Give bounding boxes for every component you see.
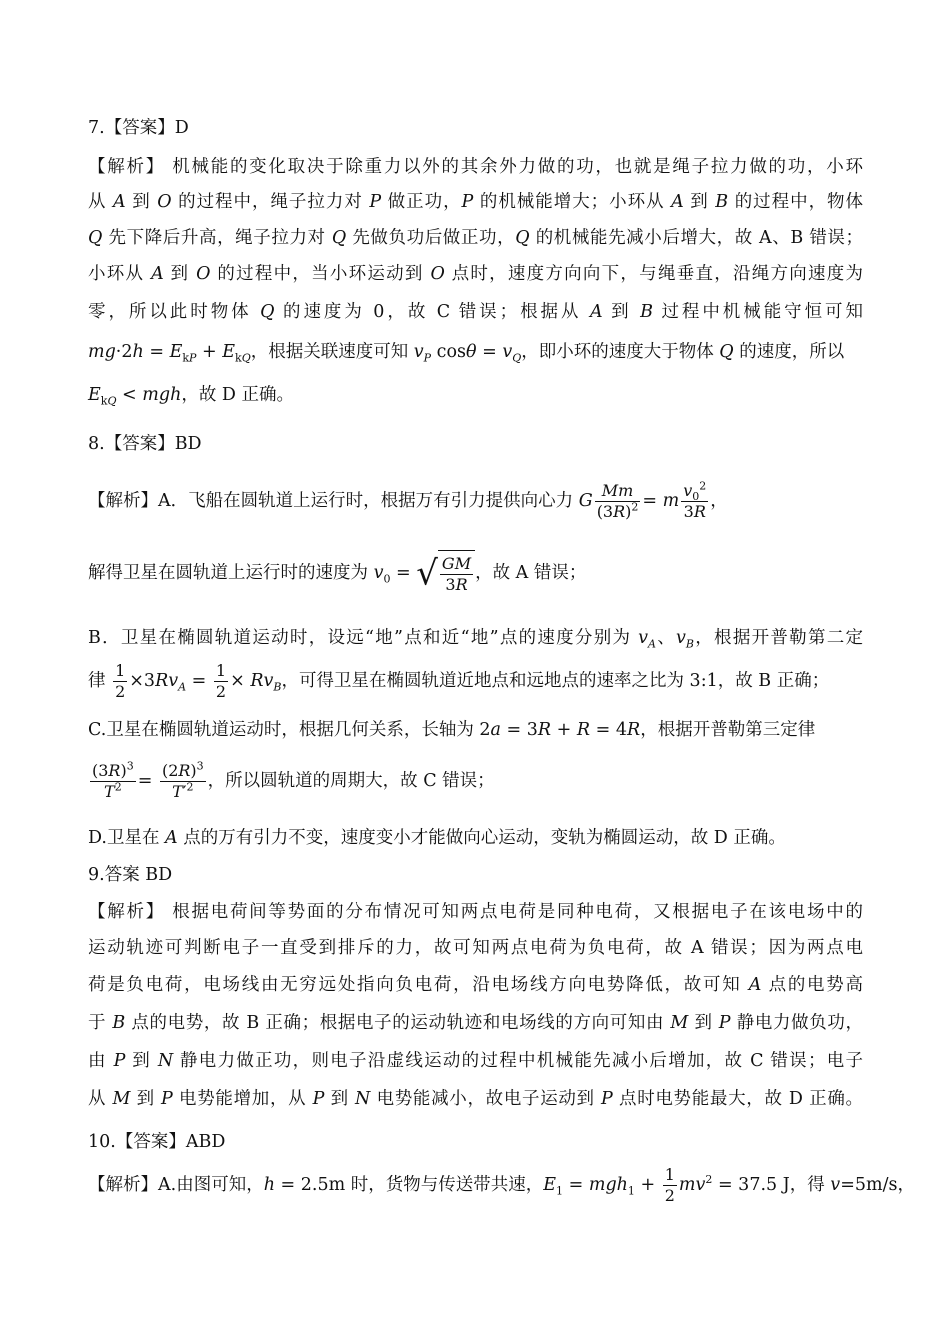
q8-part-b-2: 律 $\frac{1}{2}$ $\times 3Rv_A$ = $\frac{1}{2}$ × $Rv_B$，可得卫星在椭圆轨道近地点和远地点的速率之比为 3:1，故 B 正确；	[88, 661, 830, 701]
q7-line-3: Q 先下降后升高，绳子拉力对 Q 先做负功后做正功，Q 的机械能先减小后增大，故 A、B 错误；	[88, 228, 864, 248]
q9-answer-header: 9.答案 BD	[88, 865, 173, 885]
q9-line-2: 运动轨迹可判断电子一直受到排斥的力，故可知两点电荷为负电荷，故 A 错误；因为两点电	[88, 938, 863, 958]
q7-line-6: $mg\cdot 2h = E_{kP} + E_{kQ}$，根据关联速度可知 $v_P$ $\cos\theta = v_Q$，即小环的速度大于物体 Q 的速度，所以	[88, 342, 845, 365]
q8-part-c-1: C.卫星在椭圆轨道运动时，根据几何关系，长轴为 2a = 3R + R = 4R，根据开普勒第三定律	[88, 720, 816, 740]
q8-answer-header: 8.【答案】BD	[88, 434, 202, 454]
q9-line-5: 由 P 到 N 静电力做正功，则电子沿虚线运动的过程中机械能先减小后增加，故 C 错误；电子	[88, 1051, 863, 1071]
q8-part-a-speed: 解得卫星在圆轨道上运行时的速度为 $v_0$ = √ $\frac{GM}{3R}$ ，故 A 错误；	[88, 550, 863, 602]
q7-line-5: 零，所以此时物体 Q 的速度为 0，故 C 错误；根据从 A 到 B 过程中机械能守恒可知	[88, 302, 864, 322]
q7-line-7: $E_{kQ}$ < mgh，故 D 正确。	[88, 385, 295, 408]
q8-part-a: 【解析】A．飞船在圆轨道上运行时，根据万有引力提供向心力 G $\frac{Mm}{(3R)^2}$ = m $\frac{v_0^2}{3R}$ ，	[88, 479, 728, 521]
q9-line-3: 荷是负电荷，电场线由无穷远处指向负电荷，沿电场线方向电势降低，故可知 A 点的电势高	[88, 975, 863, 995]
q8-part-b-1: B．卫星在椭圆轨道运动时，设远“地”点和近“地”点的速度分别为 $v_A$、$v_B$，根据开普勒第二定	[88, 628, 864, 651]
q8-part-c-2: $\frac{(3R)^3}{T^2}$ = $\frac{(2R)^3}{T'^2}$ ，所以圆轨道的周期大，故 C 错误；	[92, 759, 495, 801]
q7-line-4: 小环从 A 到 O 的过程中，当小环运动到 O 点时，速度方向向下，与绳垂直，沿绳方向速度为	[88, 264, 863, 284]
q9-line-1: 【解析】 根据电荷间等势面的分布情况可知两点电荷是同种电荷，又根据电子在该电场中的	[88, 902, 863, 922]
q10-line-1: 【解析】A.由图可知，h = 2.5m 时，货物与传送带共速，$E_1 = mgh_1$ + $\frac{1}{2}$ $mv^2 = 37.5$ J，得 v=5m/s，	[88, 1165, 915, 1205]
q7-line-1: 【解析】 机械能的变化取决于除重力以外的其余外力做的功，也就是绳子拉力做的功，小环	[88, 157, 863, 177]
q8-part-d: D.卫星在 A 点的万有引力不变，速度变小才能做向心运动，变轨为椭圆运动，故 D 正确。	[88, 828, 786, 848]
q9-line-6: 从 M 到 P 电势能增加，从 P 到 N 电势能减小，故电子运动到 P 点时电势能最大，故 D 正确。	[88, 1089, 864, 1109]
q9-line-4: 于 B 点的电势，故 B 正确；根据电子的运动轨迹和电场线的方向可知由 M 到 P 静电力做负功，	[88, 1013, 864, 1033]
q7-answer-header: 7.【答案】D	[88, 118, 189, 138]
q10-answer-header: 10.【答案】ABD	[88, 1132, 226, 1152]
q7-line-2: 从 A 到 O 的过程中，绳子拉力对 P 做正功，P 的机械能增大；小环从 A 到 B 的过程中，物体	[88, 192, 864, 212]
